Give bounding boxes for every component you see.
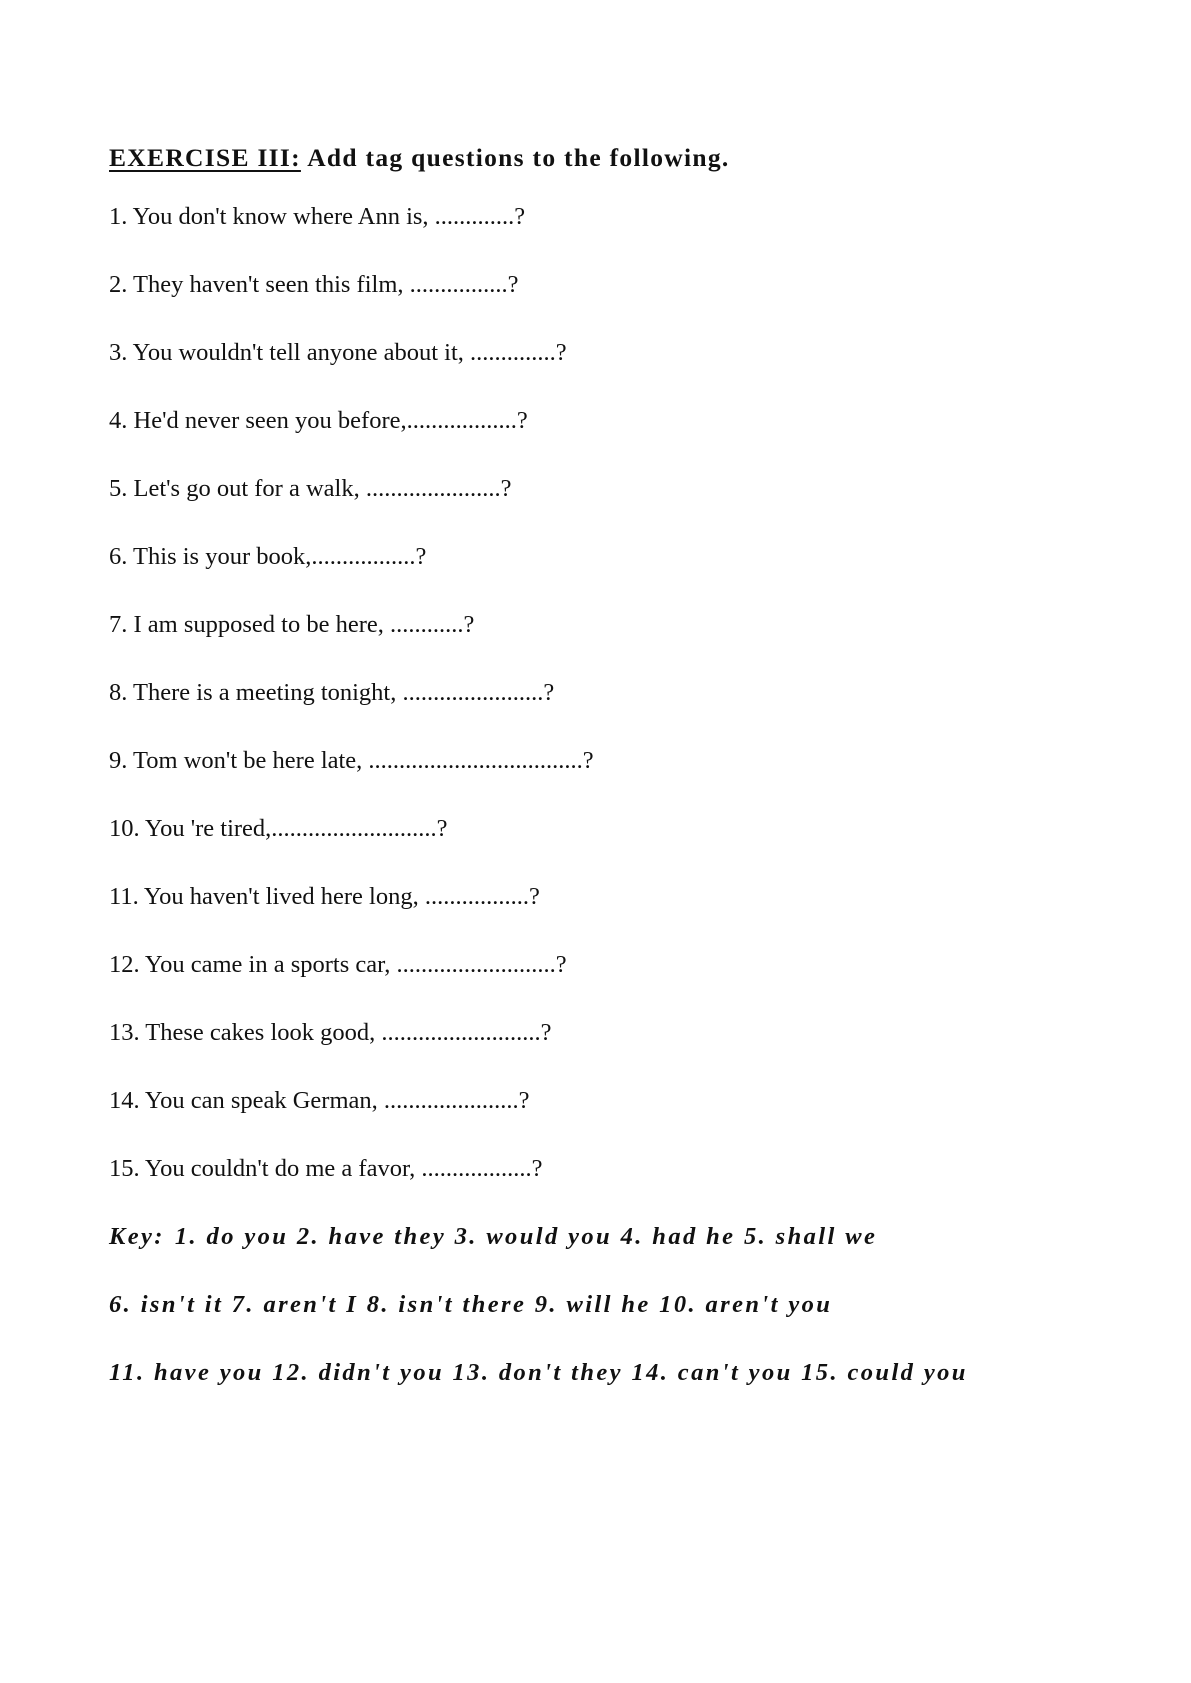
answer-key-line-3: 11. have you 12. didn't you 13. don't they 14. can't you 15. could you [109, 1359, 968, 1386]
question-9: 9. Tom won't be here late, ...................................? [109, 747, 594, 774]
question-4: 4. He'd never seen you before,..................? [109, 407, 528, 434]
question-11: 11. You haven't lived here long, .................? [109, 883, 540, 910]
question-14: 14. You can speak German, ......................? [109, 1087, 530, 1114]
answer-key-line-1 [109, 1223, 877, 1251]
exercise-label: EXERCISE III: [109, 143, 301, 172]
exercise-instruction: Add tag questions to the following. [300, 143, 730, 172]
question-6: 6. This is your book,.................? [109, 543, 427, 570]
question-1: 1. You don't know where Ann is, .............? [109, 203, 526, 230]
question-13: 13. These cakes look good, ..........................? [109, 1019, 552, 1046]
answer-key-label: Key: [109, 1223, 165, 1250]
question-12: 12. You came in a sports car, ..........................? [109, 951, 567, 978]
question-10: 10. You 're tired,...........................? [109, 815, 448, 842]
answer-key-line-2: 6. isn't it 7. aren't I 8. isn't there 9. will he 10. aren't you [109, 1291, 833, 1318]
question-3: 3. You wouldn't tell anyone about it, ..............? [109, 339, 567, 366]
question-7: 7. I am supposed to be here, ............? [109, 611, 475, 638]
exercise-heading [109, 143, 730, 173]
question-5: 5. Let's go out for a walk, ......................? [109, 475, 512, 502]
question-8: 8. There is a meeting tonight, .......................? [109, 679, 555, 706]
question-2: 2. They haven't seen this film, ................? [109, 271, 519, 298]
answer-key-text: 1. do you 2. have they 3. would you 4. had he 5. shall we [174, 1223, 878, 1250]
question-15: 15. You couldn't do me a favor, ..................? [109, 1155, 543, 1182]
